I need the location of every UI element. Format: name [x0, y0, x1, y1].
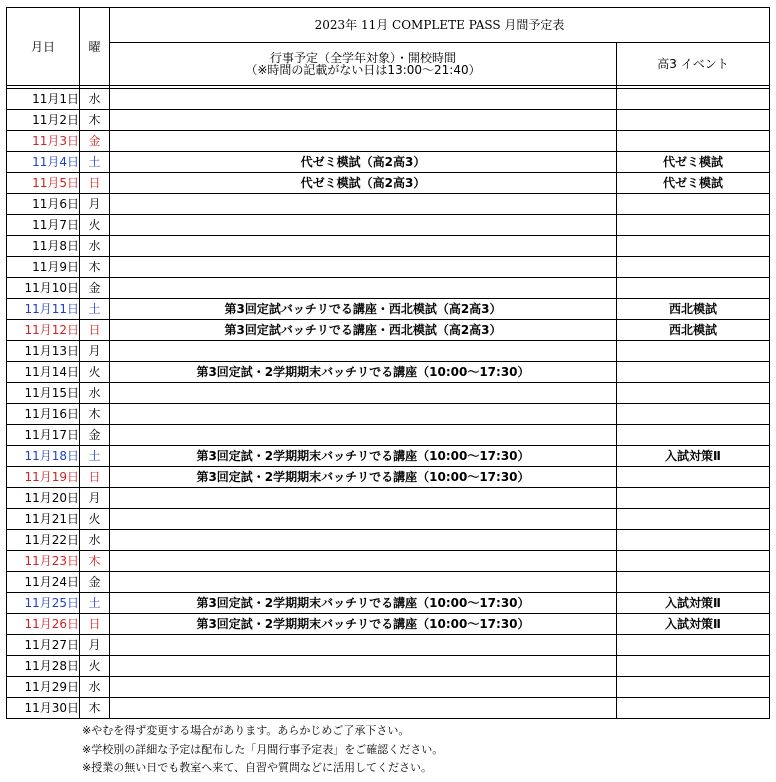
day-of-week-cell: 水 — [80, 677, 110, 698]
event-cell — [110, 236, 617, 257]
schedule-table — [6, 7, 770, 719]
date-cell: 11月14日 — [7, 362, 80, 383]
table-row — [7, 131, 770, 152]
date-cell: 11月2日 — [7, 110, 80, 131]
date-cell: 11月16日 — [7, 404, 80, 425]
day-of-week-cell: 月 — [80, 488, 110, 509]
grade3-event-cell — [617, 656, 770, 677]
table-row — [7, 404, 770, 425]
event-cell — [110, 488, 617, 509]
event-cell — [110, 278, 617, 299]
table-row — [7, 572, 770, 593]
grade3-event-cell: 入試対策Ⅱ — [617, 614, 770, 635]
column-header-dow: 曜 — [80, 8, 110, 86]
grade3-event-cell — [617, 89, 770, 110]
date-cell: 11月27日 — [7, 635, 80, 656]
event-cell — [110, 530, 617, 551]
day-of-week-cell: 木 — [80, 551, 110, 572]
column-header-date: 月日 — [7, 8, 80, 86]
event-cell — [110, 110, 617, 131]
grade3-event-cell — [617, 635, 770, 656]
table-row — [7, 446, 770, 467]
page-title: 2023年 11月 COMPLETE PASS 月間予定表 — [110, 8, 770, 43]
date-cell: 11月29日 — [7, 677, 80, 698]
event-cell — [110, 635, 617, 656]
date-cell: 11月12日 — [7, 320, 80, 341]
grade3-event-cell: 西北模試 — [617, 320, 770, 341]
date-cell: 11月24日 — [7, 572, 80, 593]
header-row-sub — [7, 43, 770, 86]
event-cell: 第3回定試バッチリでる講座・西北模試（高2高3） — [110, 320, 617, 341]
table-row — [7, 173, 770, 194]
day-of-week-cell: 水 — [80, 383, 110, 404]
event-cell — [110, 341, 617, 362]
grade3-event-cell — [617, 362, 770, 383]
event-cell — [110, 698, 617, 719]
event-cell — [110, 509, 617, 530]
event-cell — [110, 551, 617, 572]
grade3-event-cell — [617, 110, 770, 131]
table-row — [7, 530, 770, 551]
table-row — [7, 362, 770, 383]
footnote: ※学校別の詳細な予定は配布した「月間行事予定表」をご確認ください。 — [82, 742, 444, 756]
event-cell: 代ゼミ模試（高2高3） — [110, 173, 617, 194]
table-row — [7, 341, 770, 362]
event-cell: 第3回定試・2学期期末バッチリでる講座（10:00～17:30） — [110, 362, 617, 383]
date-cell: 11月1日 — [7, 89, 80, 110]
date-cell: 11月7日 — [7, 215, 80, 236]
table-row — [7, 509, 770, 530]
grade3-event-cell — [617, 257, 770, 278]
grade3-event-cell — [617, 530, 770, 551]
day-of-week-cell: 火 — [80, 656, 110, 677]
day-of-week-cell: 日 — [80, 173, 110, 194]
footnote: ※授業の無い日でも教室へ来て、自習や質問などに活用してください。 — [82, 761, 432, 774]
grade3-event-cell — [617, 572, 770, 593]
date-cell: 11月23日 — [7, 551, 80, 572]
grade3-event-cell — [617, 194, 770, 215]
grade3-event-cell — [617, 467, 770, 488]
column-header-events-line2: （※時間の記載がない日は13:00～21:40） — [245, 63, 481, 77]
date-cell: 11月28日 — [7, 656, 80, 677]
day-of-week-cell: 金 — [80, 278, 110, 299]
date-cell: 11月21日 — [7, 509, 80, 530]
table-row — [7, 467, 770, 488]
event-cell — [110, 572, 617, 593]
event-cell: 第3回定試・2学期期末バッチリでる講座（10:00～17:30） — [110, 593, 617, 614]
day-of-week-cell: 木 — [80, 110, 110, 131]
footnotes — [82, 722, 443, 778]
event-cell — [110, 131, 617, 152]
date-cell: 11月9日 — [7, 257, 80, 278]
column-header-grade3: 高3 イベント — [617, 43, 770, 86]
event-cell — [110, 383, 617, 404]
event-cell: 第3回定試・2学期期末バッチリでる講座（10:00～17:30） — [110, 467, 617, 488]
grade3-event-cell: 代ゼミ模試 — [617, 173, 770, 194]
date-cell: 11月22日 — [7, 530, 80, 551]
table-row — [7, 152, 770, 173]
grade3-event-cell — [617, 551, 770, 572]
grade3-event-cell — [617, 425, 770, 446]
date-cell: 11月11日 — [7, 299, 80, 320]
table-row — [7, 551, 770, 572]
date-cell: 11月19日 — [7, 467, 80, 488]
date-cell: 11月26日 — [7, 614, 80, 635]
table-row — [7, 614, 770, 635]
grade3-event-cell — [617, 677, 770, 698]
event-cell — [110, 404, 617, 425]
grade3-event-cell — [617, 341, 770, 362]
grade3-event-cell: 入試対策Ⅱ — [617, 593, 770, 614]
table-row — [7, 488, 770, 509]
day-of-week-cell: 水 — [80, 89, 110, 110]
date-cell: 11月3日 — [7, 131, 80, 152]
table-row — [7, 698, 770, 719]
day-of-week-cell: 火 — [80, 362, 110, 383]
column-header-events — [110, 43, 617, 86]
day-of-week-cell: 木 — [80, 698, 110, 719]
table-row — [7, 635, 770, 656]
day-of-week-cell: 金 — [80, 131, 110, 152]
table-row — [7, 656, 770, 677]
table-row — [7, 194, 770, 215]
event-cell: 第3回定試・2学期期末バッチリでる講座（10:00～17:30） — [110, 614, 617, 635]
grade3-event-cell — [617, 698, 770, 719]
event-cell — [110, 677, 617, 698]
date-cell: 11月10日 — [7, 278, 80, 299]
table-row — [7, 215, 770, 236]
event-cell — [110, 257, 617, 278]
date-cell: 11月18日 — [7, 446, 80, 467]
day-of-week-cell: 日 — [80, 614, 110, 635]
day-of-week-cell: 木 — [80, 404, 110, 425]
date-cell: 11月4日 — [7, 152, 80, 173]
date-cell: 11月8日 — [7, 236, 80, 257]
grade3-event-cell — [617, 236, 770, 257]
table-row — [7, 677, 770, 698]
day-of-week-cell: 火 — [80, 509, 110, 530]
event-cell — [110, 656, 617, 677]
grade3-event-cell: 西北模試 — [617, 299, 770, 320]
grade3-event-cell: 入試対策Ⅱ — [617, 446, 770, 467]
event-cell — [110, 425, 617, 446]
event-cell: 代ゼミ模試（高2高3） — [110, 152, 617, 173]
grade3-event-cell — [617, 488, 770, 509]
event-cell — [110, 89, 617, 110]
date-cell: 11月15日 — [7, 383, 80, 404]
grade3-event-cell: 代ゼミ模試 — [617, 152, 770, 173]
table-row — [7, 593, 770, 614]
table-row — [7, 383, 770, 404]
column-header-events-line1: 行事予定（全学年対象）・開校時間 — [269, 51, 456, 65]
grade3-event-cell — [617, 215, 770, 236]
table-row — [7, 320, 770, 341]
day-of-week-cell: 月 — [80, 194, 110, 215]
grade3-event-cell — [617, 131, 770, 152]
table-row — [7, 110, 770, 131]
date-cell: 11月13日 — [7, 341, 80, 362]
day-of-week-cell: 水 — [80, 236, 110, 257]
day-of-week-cell: 月 — [80, 341, 110, 362]
table-row — [7, 257, 770, 278]
date-cell: 11月30日 — [7, 698, 80, 719]
day-of-week-cell: 土 — [80, 152, 110, 173]
day-of-week-cell: 木 — [80, 257, 110, 278]
day-of-week-cell: 月 — [80, 635, 110, 656]
day-of-week-cell: 日 — [80, 467, 110, 488]
day-of-week-cell: 金 — [80, 425, 110, 446]
grade3-event-cell — [617, 383, 770, 404]
day-of-week-cell: 土 — [80, 593, 110, 614]
header-row-title — [7, 8, 770, 43]
grade3-event-cell — [617, 278, 770, 299]
event-cell — [110, 215, 617, 236]
schedule-body — [7, 8, 770, 719]
table-row — [7, 299, 770, 320]
grade3-event-cell — [617, 404, 770, 425]
table-row — [7, 89, 770, 110]
event-cell — [110, 194, 617, 215]
date-cell: 11月20日 — [7, 488, 80, 509]
table-row — [7, 278, 770, 299]
date-cell: 11月17日 — [7, 425, 80, 446]
day-of-week-cell: 火 — [80, 215, 110, 236]
table-row — [7, 236, 770, 257]
event-cell: 第3回定試バッチリでる講座・西北模試（高2高3） — [110, 299, 617, 320]
event-cell: 第3回定試・2学期期末バッチリでる講座（10:00～17:30） — [110, 446, 617, 467]
grade3-event-cell — [617, 509, 770, 530]
date-cell: 11月6日 — [7, 194, 80, 215]
day-of-week-cell: 土 — [80, 446, 110, 467]
table-row — [7, 425, 770, 446]
day-of-week-cell: 日 — [80, 320, 110, 341]
day-of-week-cell: 金 — [80, 572, 110, 593]
date-cell: 11月25日 — [7, 593, 80, 614]
date-cell: 11月5日 — [7, 173, 80, 194]
day-of-week-cell: 水 — [80, 530, 110, 551]
day-of-week-cell: 土 — [80, 299, 110, 320]
footnote: ※やむを得ず変更する場合があります。あらかじめご了承下さい。 — [82, 724, 410, 737]
